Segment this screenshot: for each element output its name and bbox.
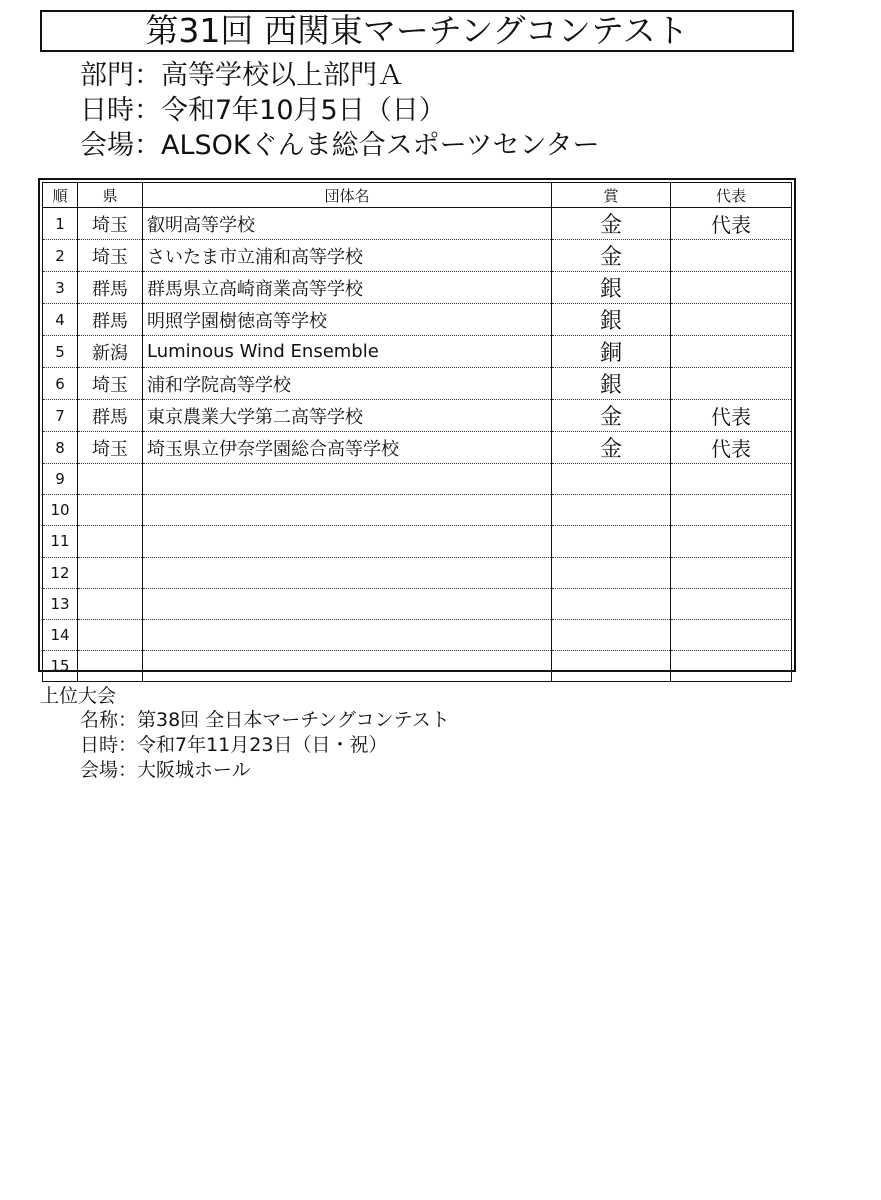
group-name-cell: 埼玉県立伊奈学園総合高等学校 — [143, 432, 552, 464]
representative-cell — [671, 272, 792, 304]
award-cell — [552, 557, 671, 588]
order-cell: 8 — [43, 432, 78, 464]
order-cell: 13 — [43, 588, 78, 619]
representative-cell — [671, 651, 792, 682]
award-cell — [552, 619, 671, 650]
order-cell: 14 — [43, 619, 78, 650]
table-row — [43, 240, 792, 272]
group-name-cell: 明照学園樹徳高等学校 — [143, 304, 552, 336]
order-cell: 3 — [43, 272, 78, 304]
group-name-cell: Luminous Wind Ensemble — [143, 336, 552, 368]
upper-competition — [40, 684, 450, 783]
group-name-cell: 群馬県立高崎商業高等学校 — [143, 272, 552, 304]
order-cell: 6 — [43, 368, 78, 400]
order-cell: 15 — [43, 651, 78, 682]
award-cell — [552, 588, 671, 619]
column-header-representative: 代表 — [671, 183, 792, 208]
date-line: 日時：令和7年10月5日（日） — [80, 95, 446, 126]
award-cell — [552, 495, 671, 526]
group-name-cell — [143, 651, 552, 682]
prefecture-cell — [78, 619, 143, 650]
group-name-cell: さいたま市立浦和高等学校 — [143, 240, 552, 272]
order-cell: 7 — [43, 400, 78, 432]
prefecture-cell: 群馬 — [78, 304, 143, 336]
award-cell: 金 — [552, 400, 671, 432]
representative-cell — [671, 304, 792, 336]
representative-cell — [671, 557, 792, 588]
order-cell: 5 — [43, 336, 78, 368]
prefecture-cell — [78, 651, 143, 682]
table-row — [43, 619, 792, 650]
table-row — [43, 336, 792, 368]
table-row — [43, 272, 792, 304]
group-name-cell — [143, 495, 552, 526]
venue-line: 会場：ALSOKぐんま総合スポーツセンター — [80, 130, 600, 161]
order-cell: 4 — [43, 304, 78, 336]
table-row — [43, 557, 792, 588]
order-cell: 12 — [43, 557, 78, 588]
group-name-cell: 東京農業大学第二高等学校 — [143, 400, 552, 432]
upper-competition-heading: 上位大会 — [40, 685, 117, 707]
page-title: 第31回 西関東マーチングコンテスト — [40, 10, 794, 52]
group-name-cell: 浦和学院高等学校 — [143, 368, 552, 400]
prefecture-cell — [78, 495, 143, 526]
award-cell: 銀 — [552, 304, 671, 336]
header-row — [43, 183, 792, 208]
representative-cell — [671, 495, 792, 526]
order-cell: 10 — [43, 495, 78, 526]
table-row — [43, 400, 792, 432]
representative-cell — [671, 526, 792, 557]
table-row — [43, 432, 792, 464]
column-header-group-name: 団体名 — [143, 183, 552, 208]
table-row — [43, 304, 792, 336]
prefecture-cell — [78, 464, 143, 495]
column-header-order: 順 — [43, 183, 78, 208]
order-cell: 2 — [43, 240, 78, 272]
results-table-header — [43, 183, 792, 208]
representative-cell: 代表 — [671, 432, 792, 464]
prefecture-cell: 群馬 — [78, 400, 143, 432]
group-name-cell — [143, 588, 552, 619]
results-table — [42, 182, 792, 682]
award-cell: 銀 — [552, 368, 671, 400]
representative-cell — [671, 588, 792, 619]
representative-cell — [671, 240, 792, 272]
award-cell: 銅 — [552, 336, 671, 368]
award-cell — [552, 464, 671, 495]
representative-cell: 代表 — [671, 400, 792, 432]
table-row — [43, 464, 792, 495]
upper-competition-date: 日時：令和7年11月23日（日・祝） — [80, 734, 388, 756]
representative-cell — [671, 368, 792, 400]
prefecture-cell: 埼玉 — [78, 368, 143, 400]
upper-competition-venue: 会場：大阪城ホール — [80, 759, 251, 781]
results-table-frame — [38, 178, 796, 676]
order-cell: 1 — [43, 208, 78, 240]
prefecture-cell: 埼玉 — [78, 432, 143, 464]
prefecture-cell — [78, 557, 143, 588]
award-cell: 金 — [552, 240, 671, 272]
table-row — [43, 495, 792, 526]
table-row — [43, 526, 792, 557]
representative-cell — [671, 336, 792, 368]
award-cell: 金 — [552, 432, 671, 464]
representative-cell — [671, 619, 792, 650]
upper-competition-name: 名称：第38回 全日本マーチングコンテスト — [80, 709, 450, 731]
column-header-award: 賞 — [552, 183, 671, 208]
prefecture-cell: 埼玉 — [78, 208, 143, 240]
table-row — [43, 588, 792, 619]
prefecture-cell: 埼玉 — [78, 240, 143, 272]
representative-cell: 代表 — [671, 208, 792, 240]
award-cell: 金 — [552, 208, 671, 240]
table-row — [43, 208, 792, 240]
event-info — [80, 58, 599, 163]
order-cell: 11 — [43, 526, 78, 557]
prefecture-cell — [78, 526, 143, 557]
award-cell — [552, 526, 671, 557]
representative-cell — [671, 464, 792, 495]
division-line: 部門：高等学校以上部門Ａ — [80, 60, 404, 91]
group-name-cell: 叡明高等学校 — [143, 208, 552, 240]
table-row — [43, 651, 792, 682]
column-header-prefecture: 県 — [78, 183, 143, 208]
group-name-cell — [143, 464, 552, 495]
table-row — [43, 368, 792, 400]
award-cell: 銀 — [552, 272, 671, 304]
prefecture-cell: 新潟 — [78, 336, 143, 368]
group-name-cell — [143, 557, 552, 588]
group-name-cell — [143, 619, 552, 650]
prefecture-cell: 群馬 — [78, 272, 143, 304]
prefecture-cell — [78, 588, 143, 619]
group-name-cell — [143, 526, 552, 557]
award-cell — [552, 651, 671, 682]
results-table-body — [43, 208, 792, 682]
order-cell: 9 — [43, 464, 78, 495]
